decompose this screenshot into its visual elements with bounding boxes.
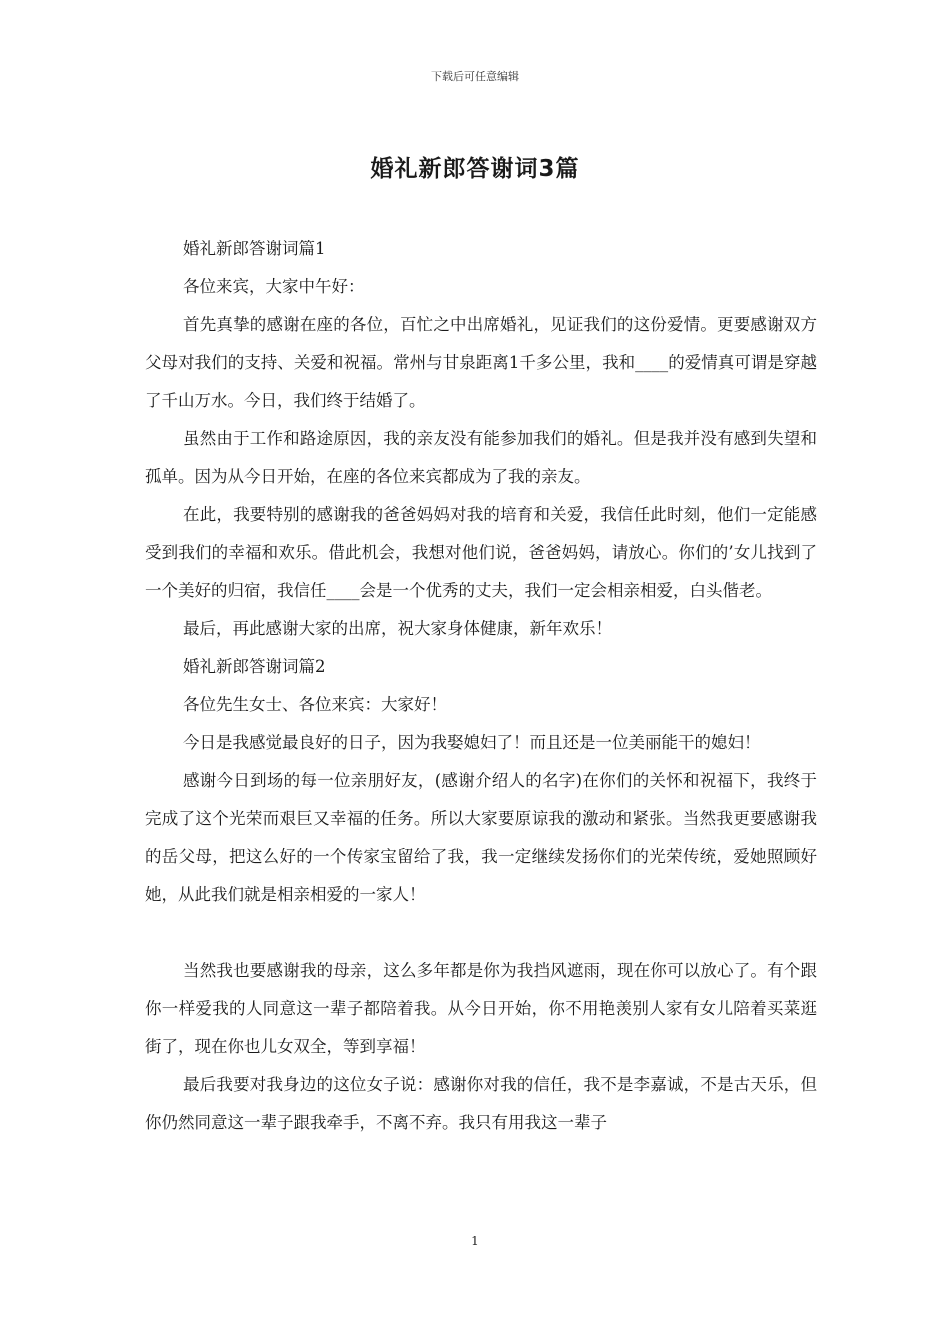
body-paragraph: 在此，我要特别的感谢我的爸爸妈妈对我的培育和关爱，我信任此时刻，他们一定能感受到我们的幸福和欢乐。借此机会，我想对他们说，爸爸妈妈，请放心。你们的’女儿找到了一个美好的归宿，我信任____会是一个优秀的丈夫，我们一定会相亲相爱，白头偕老。 <box>145 505 817 600</box>
body-paragraph: 最后，再此感谢大家的出席，祝大家身体健康，新年欢乐！ <box>183 619 612 638</box>
paragraph-spacer <box>145 914 817 952</box>
header-note: 下载后可任意编辑 <box>431 70 519 83</box>
section-heading-2: 婚礼新郎答谢词篇2 <box>183 657 326 676</box>
greeting-paragraph: 各位来宾，大家中午好： <box>183 277 365 296</box>
body-paragraph: 首先真挚的感谢在座的各位，百忙之中出席婚礼，见证我们的这份爱情。更要感谢双方父母对我们的支持、关爱和祝福。常州与甘泉距离1千多公里，我和____的爱情真可谓是穿越了千山万水。今日，我们终于结婚了。 <box>145 315 817 410</box>
body-paragraph: 最后我要对我身边的这位女子说：感谢你对我的信任，我不是李嘉诚，不是古天乐，但你仍然同意这一辈子跟我牵手，不离不弃。我只有用我这一辈子 <box>145 1075 817 1132</box>
document-title: 婚礼新郎答谢词3篇 <box>370 156 580 182</box>
greeting-paragraph: 各位先生女士、各位来宾：大家好！ <box>183 695 447 714</box>
section-heading-1: 婚礼新郎答谢词篇1 <box>183 239 326 258</box>
body-paragraph: 感谢今日到场的每一位亲朋好友，(感谢介绍人的名字)在你们的关怀和祝福下，我终于完成了这个光荣而艰巨又幸福的任务。所以大家要原谅我的激动和紧张。当然我更要感谢我的岳父母，把这么好的一个传家宝留给了我，我一定继续发扬你们的光荣传统，爱她照顾好她，从此我们就是相亲相爱的一家人！ <box>145 771 817 904</box>
document-body <box>145 230 817 1142</box>
body-paragraph: 虽然由于工作和路途原因，我的亲友没有能参加我们的婚礼。但是我并没有感到失望和孤单。因为从今日开始，在座的各位来宾都成为了我的亲友。 <box>145 429 817 486</box>
body-paragraph: 今日是我感觉最良好的日子，因为我娶媳妇了！而且还是一位美丽能干的媳妇！ <box>183 733 761 752</box>
body-paragraph: 当然我也要感谢我的母亲，这么多年都是你为我挡风遮雨，现在你可以放心了。有个跟你一样爱我的人同意这一辈子都陪着我。从今日开始，你不用艳羡别人家有女儿陪着买菜逛街了，现在你也儿女双全，等到享福！ <box>145 961 817 1056</box>
page-number: 1 <box>471 1234 479 1248</box>
